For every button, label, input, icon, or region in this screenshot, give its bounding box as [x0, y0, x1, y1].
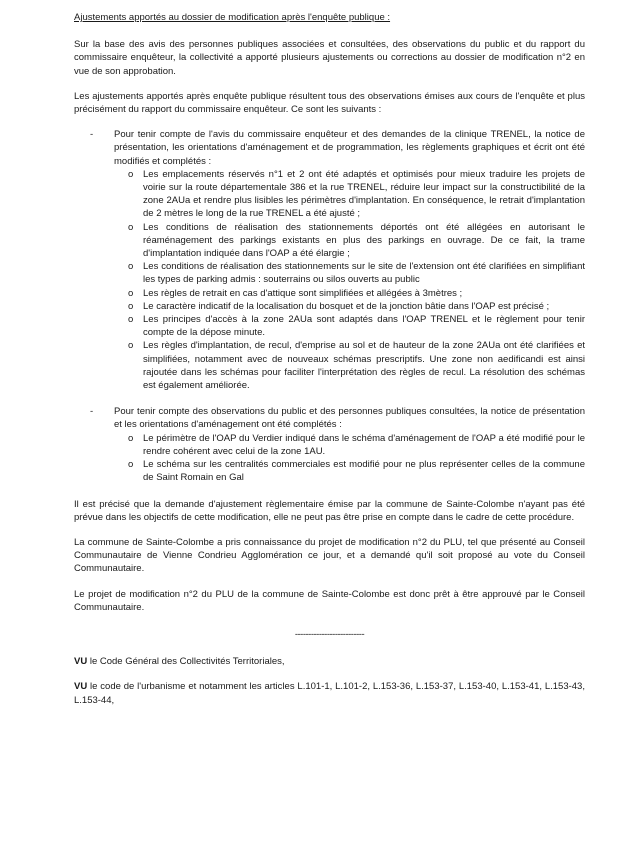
- sub-list: [114, 168, 585, 392]
- closing-paragraph-1: Il est précisé que la demande d'ajustement règlementaire émise par la commune de Sainte-Colombe n'ayant pas été prévue dans les objectifs de cette modification, elle ne peut pas être prise en compte dans le cadre de cette procédure.: [74, 498, 585, 523]
- vu-text: le code de l'urbanisme et notamment les articles L.101-1, L.101-2, L.153-36, L.153-37, L.153-40, L.153-41, L.153-43, L.153-44,: [74, 681, 585, 706]
- list-item-text: Les règles d'implantation, de recul, d'emprise au sol et de hauteur de la zone 2AUa ont été clarifiées et simplifiées, notamment avec de nouveaux schémas prescriptifs. Une zone non aedificandi est ainsi rajoutée dans les schémas pour faciliter l'interprétation des règles de recul. La résolution des schémas est également améliorée.: [143, 340, 585, 392]
- list-item: [114, 339, 585, 392]
- list-item: [114, 287, 585, 300]
- closing-paragraph-2: La commune de Sainte-Colombe a pris connaissance du projet de modification n°2 du PLU, tel que présenté au Conseil Communautaire de Vienne Condrieu Agglomération ce jour, et a demandé qu'il soit proposé au vote du Conseil Communautaire.: [74, 536, 585, 575]
- list-item: [114, 221, 585, 261]
- list-item: [114, 260, 585, 286]
- bullet-text: Pour tenir compte de l'avis du commissaire enquêteur et des demandes de la clinique TRENEL, la notice de présentation, les orientations d'aménagement et de programmation, les règlements graphiques et écrit ont été modifiés et complétés :: [114, 129, 585, 167]
- section-divider: --------------------------: [294, 628, 365, 640]
- list-item-text: Les principes d'accès à la zone 2AUa sont adaptés dans l'OAP TRENEL et le règlement pour tenir compte de la dépose minute.: [143, 314, 585, 339]
- circle-marker: o: [128, 459, 134, 471]
- list-item-text: Les conditions de réalisation des stationnements déportés ont été allégées en autorisant le réaménagement des parkings existants en plus des parkings en ouvrage. De ce fait, la trame d'implantation indiquée dans l'OAP a été élargie ;: [143, 221, 585, 260]
- list-item: [114, 458, 585, 484]
- dash-marker: -: [90, 129, 94, 141]
- vu-label: VU: [74, 656, 88, 668]
- vu-clause-cgct: [74, 655, 585, 668]
- sub-list: [114, 432, 585, 485]
- intro-paragraph-2: Les ajustements apportés après enquête publique résultent tous des observations émises aux cours de l'enquête et plus précisément du rapport du commissaire enquêteur. Ce sont les suivants :: [74, 90, 585, 116]
- circle-marker: o: [128, 340, 134, 352]
- circle-marker: o: [128, 314, 134, 326]
- list-item-text: Le caractère indicatif de la localisation du bosquet et de la jonction bâtie dans l'OAP est précisé ;: [143, 300, 550, 312]
- bullet-clinique-trenel: [74, 128, 585, 392]
- closing-paragraph-3: Le projet de modification n°2 du PLU de la commune de Sainte-Colombe est donc prêt à être approuvé par le Conseil Communautaire.: [74, 588, 585, 613]
- list-item: [114, 168, 585, 221]
- circle-marker: o: [128, 300, 134, 312]
- list-item-text: Le schéma sur les centralités commerciales est modifié pour ne plus représenter celles de la commune de Saint Romain en Gal: [143, 459, 585, 484]
- dash-marker: -: [90, 406, 94, 418]
- list-item: [114, 432, 585, 458]
- list-item-text: Les règles de retrait en cas d'attique sont simplifiées et allégées à 3mètres ;: [143, 287, 463, 299]
- circle-marker: o: [128, 168, 134, 180]
- intro-paragraph-1: Sur la base des avis des personnes publiques associées et consultées, des observations du public et du rapport du commissaire enquêteur, la collectivité a apporté plusieurs ajustements ou corrections au dossier de modification n°2 en vue de son approbation.: [74, 39, 585, 77]
- list-item-text: Le périmètre de l'OAP du Verdier indiqué dans le schéma d'aménagement de l'OAP a été modifié pour le rendre cohérent avec celui de la zone 1AU.: [143, 432, 585, 457]
- circle-marker: o: [128, 432, 134, 444]
- list-item-text: Les emplacements réservés n°1 et 2 ont été adaptés et optimisés pour mieux traduire les projets de voirie sur la route départementale 386 et la rue TRENEL, réduire leur impact sur la constructibilité de la zone 2AUa et rendre plus lisibles les périmètres d'implantation. En conséquence, le retrait d'implantation de 2 mètres le long de la rue TRENEL a été ajusté ;: [143, 168, 585, 220]
- section-heading: Ajustements apportés au dossier de modification après l'enquête publique :: [74, 12, 391, 23]
- list-item-text: Les conditions de réalisation des stationnements sur le site de l'extension ont été clarifiées en simplifiant les types de parking admis : souterrains ou silos ouverts au public: [143, 261, 585, 286]
- vu-text: le Code Général des Collectivités Territoriales,: [87, 656, 285, 668]
- list-item: [114, 300, 585, 313]
- list-item: [114, 313, 585, 339]
- circle-marker: o: [128, 221, 134, 233]
- circle-marker: o: [128, 287, 134, 299]
- bullet-text: Pour tenir compte des observations du public et des personnes publiques consultées, la notice de présentation et les orientations d'aménagement ont été complétés :: [114, 406, 585, 431]
- bullet-observations-public: [74, 405, 585, 484]
- vu-label: VU: [74, 681, 88, 693]
- circle-marker: o: [128, 261, 134, 273]
- vu-clause-urbanisme: [74, 680, 585, 706]
